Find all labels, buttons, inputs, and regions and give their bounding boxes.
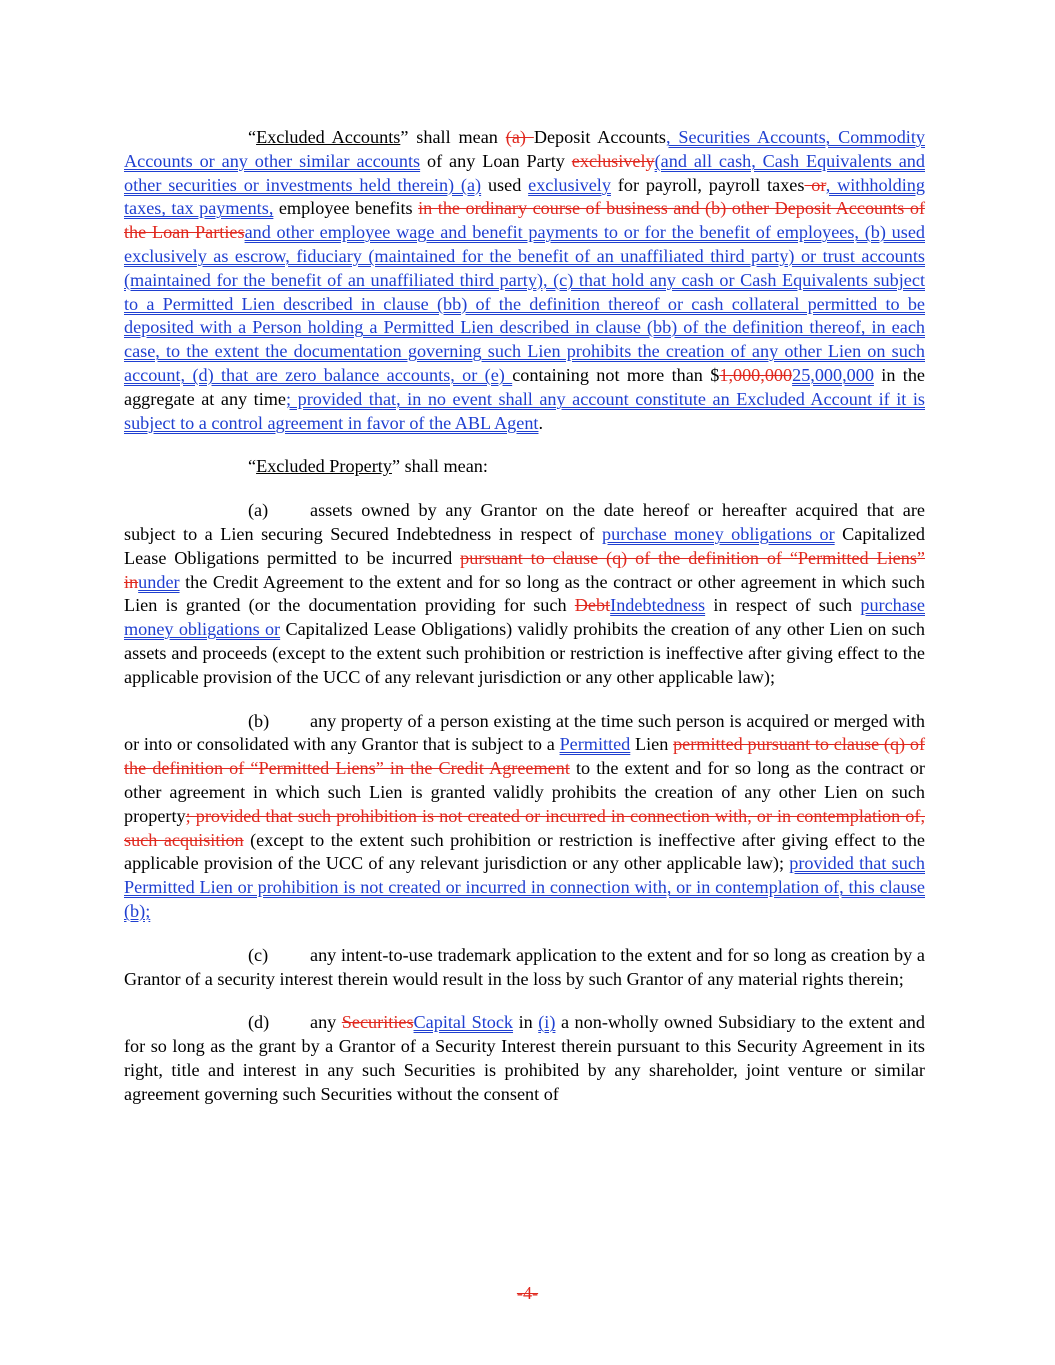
text: for payroll, payroll taxes [610, 174, 805, 195]
clause-label: (d) [248, 1012, 270, 1033]
text: Deposit Accounts [533, 127, 666, 147]
text: ” shall mean [400, 127, 506, 147]
deleted-text: in the ordinary course of business and (b) other Deposit Accounts of the Loan Parties [124, 198, 925, 243]
open-quote: “ [248, 127, 257, 147]
inserted-text: Permitted [559, 734, 631, 755]
text: Capitalized Lease Obligations) validly prohibits the creation of any other Lien on such assets and proceeds (except to the extent such prohibition or restriction is ineffective after giving effect to the applicable provision of the UCC of any relevant jurisdiction or any other applicable law); [124, 619, 925, 687]
defined-term: Excluded Property [256, 456, 392, 477]
defined-term: Excluded Accounts [256, 127, 401, 147]
text: any [310, 1012, 342, 1033]
text: employee benefits [273, 198, 419, 219]
inserted-text: purchase money obligations or [124, 595, 925, 640]
open-quote: “ [248, 456, 257, 477]
clause-c [124, 944, 925, 992]
inserted-text: ; provided that, in no event shall any account constitute an Excluded Account if it is subject to a control agreement in favor of the ABL Agent [124, 388, 925, 433]
deleted-text: 1,000,000 [719, 364, 793, 385]
text: to the extent and for so long as the contract or other agreement in which such Lien is granted validly prohibits the creation of any other Lien on such property [124, 758, 925, 826]
inserted-text: Capital Stock [413, 1012, 514, 1033]
deleted-text: Securities [341, 1012, 414, 1033]
text: used [481, 174, 529, 195]
inserted-text: 25,000,000 [792, 364, 874, 385]
excluded-property-heading [124, 455, 925, 479]
document-page [124, 126, 925, 1126]
deleted-text: permitted pursuant to clause (q) of the definition of “Permitted Liens” in the Credit Agreement [124, 734, 925, 779]
inserted-text: (i) [538, 1012, 556, 1033]
clause-b [124, 710, 925, 924]
clause-label: (a) [248, 500, 269, 521]
text: any property of a person existing at the time such person is acquired or merged with or into or consolidated with any Grantor that is subject to a [124, 710, 925, 755]
clause-label: (b) [248, 710, 270, 731]
text: assets owned by any Grantor on the date hereof or hereafter acquired that are subject to a Lien securing Secured Indebtedness in respect of [124, 500, 925, 544]
text: (except to the extent such prohibition or restriction is ineffective after giving effect to the applicable provision of the UCC of any relevant jurisdiction or any other applicable law); [124, 829, 926, 874]
text: in [513, 1012, 539, 1033]
text: a non-wholly owned Subsidiary to the extent and for so long as the grant by a Grantor of a Security Interest therein pursuant to this Security Agreement in its right, title and interest in any such Securities is prohibited by any shareholder, joint venture or similar agreement governing such Securities without the consent of [124, 1012, 925, 1104]
deleted-text: pursuant to clause (q) of the definition of “Permitted Liens” in [124, 547, 925, 592]
text: containing not more than $ [512, 364, 720, 385]
inserted-text: exclusively [528, 174, 611, 195]
deleted-text: Debt [574, 595, 611, 616]
inserted-text: and other employee wage and benefit payments to or for the benefit of employees, (b) used exclusively as escrow, fiduciary (maintained for the benefit of an unaffiliated third party) or trust accounts (maintained for the benefit of an unaffiliated third party), (c) that hold any cash or Cash Equivalents subject to a Permitted Lien described in clause (bb) of the definition thereof or cash collateral permitted to be deposited with a Person holding a Permitted Lien described in clause (bb) of the definition thereof, in each case, to the extent the documentation governing such Lien prohibits the creation of any other Lien on such account, (d) that are zero balance accounts, or (e) [124, 222, 925, 385]
deleted-text: exclusively [571, 150, 655, 171]
deleted-text: (a) [505, 127, 534, 147]
deleted-text: or [804, 174, 826, 195]
inserted-text: under [138, 571, 180, 592]
inserted-text: Indebtedness [610, 595, 706, 616]
text: of any Loan Party [420, 150, 572, 171]
text: . [538, 412, 544, 433]
text: any intent-to-use trademark application to the extent and for so long as creation by a Grantor of a security interest therein would result in the loss by such Grantor of any material rights therein; [124, 944, 925, 989]
text: the Credit Agreement to the extent and for so long as the contract or other agreement in which such Lien is granted (or the documentation providing for such [124, 571, 925, 616]
text: Capitalized Lease Obligations permitted to be incurred [124, 523, 925, 568]
text: ” shall mean: [391, 456, 488, 477]
deleted-text: ; provided that such prohibition is not created or incurred in connection with, or in contemplation of, such acquisition [124, 805, 925, 850]
inserted-text: , withholding taxes, tax payments, [124, 174, 925, 219]
page-number: -4- [516, 1283, 539, 1303]
inserted-text: , Securities Accounts, Commodity Accounts or any other similar accounts [124, 127, 925, 171]
inserted-text: provided that such Permitted Lien or prohibition is not created or incurred in connection with, or in contemplation of, this clause (b); [124, 853, 925, 921]
clause-a [124, 499, 925, 689]
text: in the aggregate at any time [124, 364, 925, 409]
inserted-text: purchase money obligations or [602, 523, 835, 544]
text: Lien [630, 734, 674, 755]
excluded-accounts-definition [124, 126, 925, 435]
clause-d [124, 1011, 925, 1106]
text: in respect of such [705, 595, 861, 616]
inserted-text: (and all cash, Cash Equivalents and other securities or investments held therein) (a) [124, 150, 925, 195]
clause-label: (c) [248, 944, 269, 965]
